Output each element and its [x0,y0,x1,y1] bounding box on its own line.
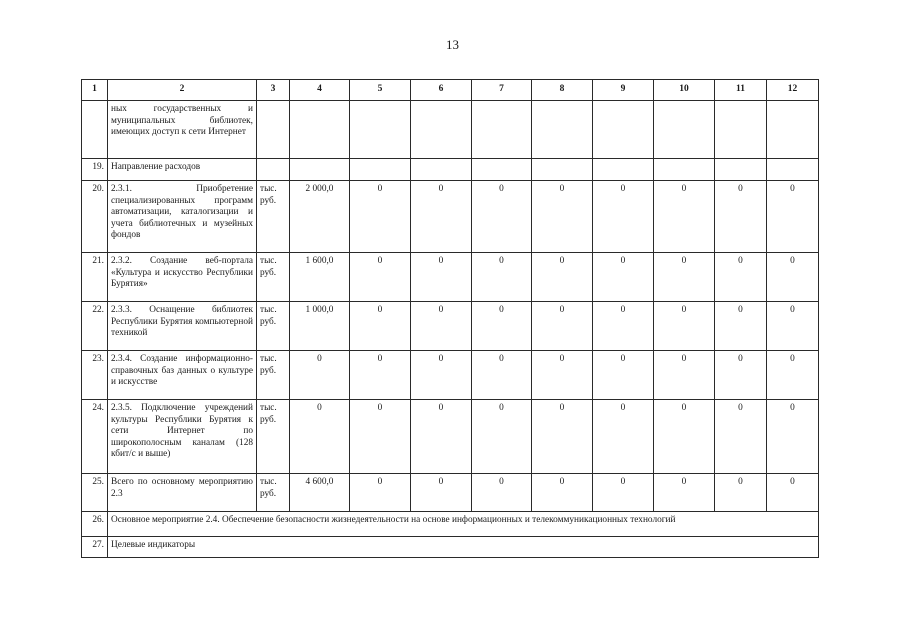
value-cell: 0 [767,351,819,400]
row-number-cell: 24. [82,400,108,474]
header-cell: 12 [767,80,819,101]
value-cell: 0 [532,351,593,400]
unit-cell: тыс. руб. [257,400,290,474]
row-number-cell: 23. [82,351,108,400]
value-cell: 0 [593,400,654,474]
value-cell: 0 [411,474,472,512]
value-cell: 0 [767,474,819,512]
header-cell: 2 [108,80,257,101]
row-number-cell: 20. [82,181,108,253]
row-name-cell: Направление расходов [108,159,257,181]
unit-cell: тыс. руб. [257,302,290,351]
value-cell: 0 [350,302,411,351]
value-cell: 0 [411,181,472,253]
value-cell: 0 [532,253,593,302]
value-cell [472,159,532,181]
value-cell: 0 [715,474,767,512]
header-cell: 8 [532,80,593,101]
value-cell: 0 [472,351,532,400]
value-cell: 0 [767,400,819,474]
value-cell: 0 [593,351,654,400]
value-cell: 0 [411,351,472,400]
table-row [82,400,819,474]
value-cell [350,159,411,181]
value-cell: 0 [472,302,532,351]
section-title-cell: Целевые индикаторы [108,537,819,558]
value-cell: 0 [472,400,532,474]
row-number-cell: 19. [82,159,108,181]
value-cell: 0 [593,253,654,302]
section-title-cell: Основное мероприятие 2.4. Обеспечение безопасности жизнедеятельности на основе информационных и телекоммуникационных технологий [108,512,819,537]
value-cell: 4 600,0 [290,474,350,512]
value-cell: 0 [532,181,593,253]
row-name-cell: 2.3.3. Оснащение библиотек Республики Бурятия компьютерной техникой [108,302,257,351]
value-cell: 0 [715,181,767,253]
table-row [82,474,819,512]
header-cell: 4 [290,80,350,101]
header-cell: 5 [350,80,411,101]
value-cell: 0 [715,253,767,302]
value-cell: 0 [411,400,472,474]
value-cell: 0 [532,302,593,351]
row-number-cell: 22. [82,302,108,351]
header-cell: 6 [411,80,472,101]
value-cell: 0 [654,302,715,351]
value-cell: 0 [593,474,654,512]
value-cell [532,101,593,159]
header-cell: 9 [593,80,654,101]
value-cell: 0 [290,351,350,400]
value-cell: 0 [411,302,472,351]
value-cell [290,159,350,181]
value-cell [767,101,819,159]
table-row [82,253,819,302]
unit-cell: тыс. руб. [257,474,290,512]
value-cell: 0 [350,253,411,302]
value-cell: 0 [290,400,350,474]
table-row [82,351,819,400]
section-row [82,537,819,558]
value-cell [350,101,411,159]
value-cell [472,101,532,159]
value-cell [654,101,715,159]
table-row [82,302,819,351]
value-cell: 0 [767,302,819,351]
value-cell [593,101,654,159]
row-name-cell: 2.3.4. Создание информационно-справочных баз данных о культуре и искусстве [108,351,257,400]
value-cell [411,159,472,181]
value-cell: 0 [593,181,654,253]
unit-cell: тыс. руб. [257,351,290,400]
row-name-cell: 2.3.5. Подключение учреждений культуры Республики Бурятия к сети Интернет по широкополосным каналам (128 кбит/с и выше) [108,400,257,474]
unit-cell [257,101,290,159]
value-cell [654,159,715,181]
value-cell [532,159,593,181]
value-cell: 0 [767,181,819,253]
section-row [82,512,819,537]
value-cell: 0 [654,400,715,474]
value-cell: 2 000,0 [290,181,350,253]
value-cell: 0 [654,181,715,253]
table-row [82,181,819,253]
value-cell: 0 [532,400,593,474]
value-cell: 0 [767,253,819,302]
header-row [82,80,819,101]
value-cell [290,101,350,159]
row-name-cell: Всего по основному мероприятию 2.3 [108,474,257,512]
value-cell [767,159,819,181]
row-name-cell: ных государственных и муниципальных библиотек, имеющих доступ к сети Интернет [108,101,257,159]
value-cell [715,159,767,181]
value-cell: 0 [350,351,411,400]
value-cell [715,101,767,159]
header-cell: 7 [472,80,532,101]
value-cell: 0 [532,474,593,512]
row-number-cell: 26. [82,512,108,537]
value-cell [593,159,654,181]
value-cell: 0 [411,253,472,302]
header-cell: 11 [715,80,767,101]
unit-cell: тыс. руб. [257,253,290,302]
row-number-cell: 27. [82,537,108,558]
value-cell: 0 [715,302,767,351]
value-cell: 1 000,0 [290,302,350,351]
value-cell: 1 600,0 [290,253,350,302]
row-number-cell: 25. [82,474,108,512]
header-cell: 1 [82,80,108,101]
value-cell [411,101,472,159]
page-number: 13 [446,37,459,52]
value-cell: 0 [715,400,767,474]
value-cell: 0 [654,474,715,512]
value-cell: 0 [350,181,411,253]
value-cell: 0 [472,253,532,302]
row-number-cell [82,101,108,159]
value-cell: 0 [472,181,532,253]
row-name-cell: 2.3.2. Создание веб-портала «Культура и искусство Республики Бурятия» [108,253,257,302]
value-cell: 0 [350,474,411,512]
unit-cell: тыс. руб. [257,181,290,253]
value-cell: 0 [593,302,654,351]
value-cell: 0 [472,474,532,512]
value-cell: 0 [350,400,411,474]
budget-table [81,79,819,558]
unit-cell [257,159,290,181]
table-row [82,101,819,159]
table-row [82,159,819,181]
value-cell: 0 [654,253,715,302]
row-name-cell: 2.3.1. Приобретение специализированных программ автоматизации, каталогизации и учета библиотечных и музейных фондов [108,181,257,253]
header-cell: 3 [257,80,290,101]
value-cell: 0 [715,351,767,400]
row-number-cell: 21. [82,253,108,302]
header-cell: 10 [654,80,715,101]
value-cell: 0 [654,351,715,400]
